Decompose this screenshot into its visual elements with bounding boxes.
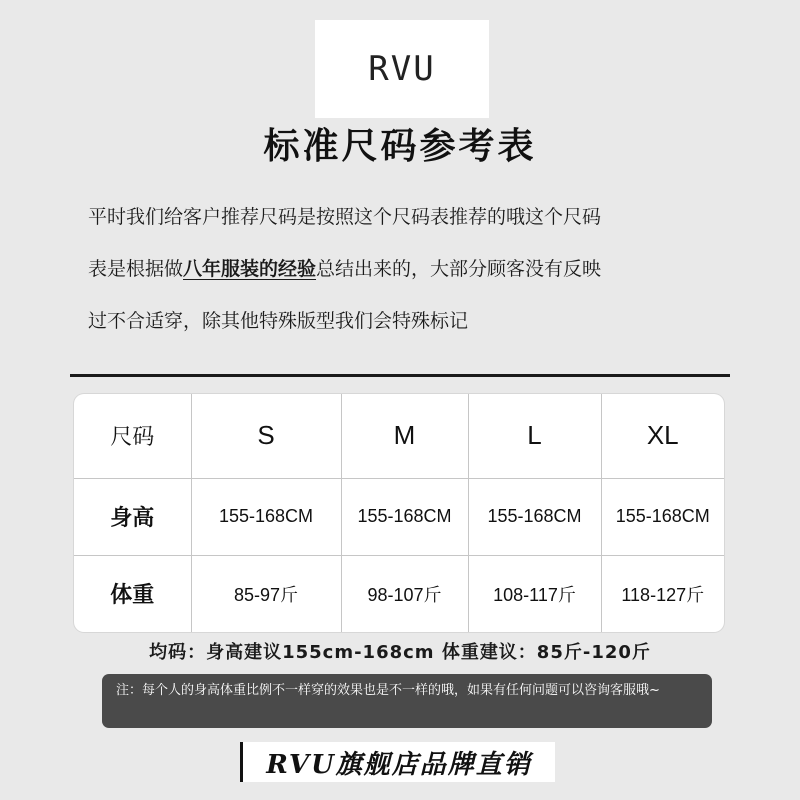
footer-banner xyxy=(240,742,555,782)
weight-value-xl: 118-127斤 xyxy=(601,555,724,632)
brand-logo xyxy=(315,20,489,118)
page-title: 标准尺码参考表 xyxy=(263,126,537,167)
size-header-s: S xyxy=(191,394,341,478)
height-value-l: 155-168CM xyxy=(468,478,601,555)
intro-paragraph xyxy=(88,198,748,354)
free-size-recommendation: 均码：身高建议155cm-168cm 体重建议：85斤-120斤 xyxy=(149,642,651,663)
table-row-weight xyxy=(74,555,724,632)
weight-value-m: 98-107斤 xyxy=(341,555,468,632)
size-header-m: M xyxy=(341,394,468,478)
size-table-card xyxy=(74,394,724,632)
note-text: 注：每个人的身高体重比例不一样穿的效果也是不一样的哦，如果有任何问题可以咨询客服哦~ xyxy=(116,683,660,698)
footer-text: RVU旗舰店品牌直销 xyxy=(266,749,532,780)
weight-value-l: 108-117斤 xyxy=(468,555,601,632)
height-value-xl: 155-168CM xyxy=(601,478,724,555)
intro-line-1: 平时我们给客户推荐尺码是按照这个尺码表推荐的哦这个尺码 xyxy=(88,206,602,228)
size-table xyxy=(74,394,724,632)
size-header-l: L xyxy=(468,394,601,478)
size-table-header-row xyxy=(74,394,724,478)
intro-line-3: 过不合适穿，除其他特殊版型我们会特殊标记 xyxy=(88,310,469,332)
intro-line-2-start: 表是根据做 xyxy=(88,258,184,280)
weight-label: 体重 xyxy=(74,555,191,632)
weight-value-s: 85-97斤 xyxy=(191,555,341,632)
table-row-height xyxy=(74,478,724,555)
section-divider xyxy=(70,374,730,377)
intro-line-2 xyxy=(88,250,748,302)
size-header-xl: XL xyxy=(601,394,724,478)
height-value-m: 155-168CM xyxy=(341,478,468,555)
size-header-label: 尺码 xyxy=(74,394,191,478)
intro-line-2-end: 总结出来的，大部分顾客没有反映 xyxy=(316,258,602,280)
intro-emphasis: 八年服装的经验 xyxy=(183,258,317,280)
height-value-s: 155-168CM xyxy=(191,478,341,555)
note-box xyxy=(102,674,712,728)
brand-logo-text: RVU xyxy=(368,49,436,89)
height-label: 身高 xyxy=(74,478,191,555)
